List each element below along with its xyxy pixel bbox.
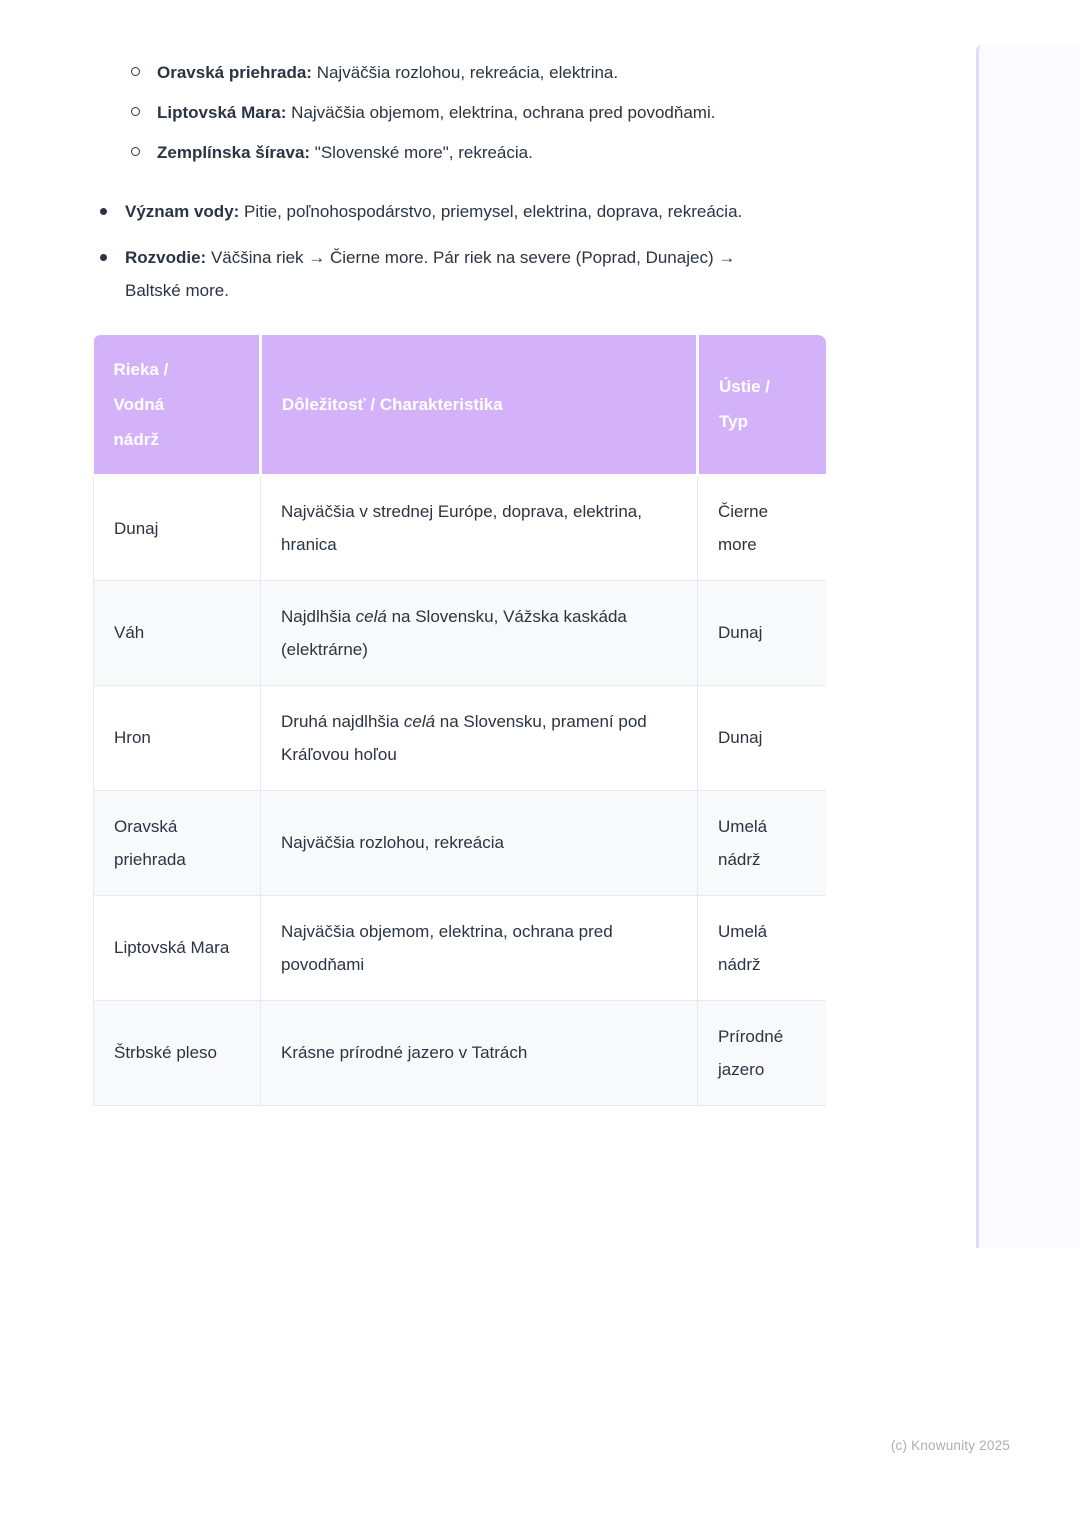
bullet-item: Rozvodie: Väčšina riek → Čierne more. Pár riek na severe (Poprad, Dunajec) → Baltské more.	[93, 241, 785, 307]
column-header-label: Dôležitosť / Charakteristika	[282, 394, 503, 414]
table-row	[94, 475, 827, 580]
table-row	[94, 895, 827, 1000]
river-name-cell: Dunaj	[94, 475, 261, 580]
estuary-type-cell: Dunaj	[698, 685, 827, 790]
sub-bullet-list	[93, 56, 838, 169]
description-cell: Krásne prírodné jazero v Tatrách	[261, 1000, 698, 1105]
river-name-cell: Váh	[94, 580, 261, 685]
description-cell: Najdlhšia celá na Slovensku, Vážska kaskáda (elektrárne)	[261, 580, 698, 685]
column-header-label: Rieka / Vodná nádrž	[113, 359, 169, 449]
river-name-cell: Štrbské pleso	[94, 1000, 261, 1105]
estuary-type-cell: Umelá nádrž	[698, 895, 827, 1000]
bullet-label: Zemplínska šírava:	[157, 143, 311, 162]
table-row	[94, 685, 827, 790]
bullet-label: Liptovská Mara:	[157, 103, 287, 122]
italic-text: celá	[355, 606, 387, 626]
bullet-label: Oravská priehrada:	[157, 63, 312, 82]
description-cell: Najväčšia objemom, elektrina, ochrana pred povodňami	[261, 895, 698, 1000]
table-header-row	[94, 335, 827, 475]
estuary-type-cell: Dunaj	[698, 580, 827, 685]
river-name-cell: Liptovská Mara	[94, 895, 261, 1000]
estuary-type-cell: Čierne more	[698, 475, 827, 580]
column-header-estuary	[698, 335, 827, 475]
table-row	[94, 580, 827, 685]
column-header-importance	[261, 335, 698, 475]
rivers-table	[93, 335, 826, 1106]
table-row	[94, 1000, 827, 1105]
bullet-label: Význam vody:	[125, 202, 240, 221]
bullet-item: Zemplínska šírava: "Slovenské more", rekreácia.	[93, 136, 757, 169]
description-cell: Najväčšia rozlohou, rekreácia	[261, 790, 698, 895]
copyright-footer: (c) Knowunity 2025	[890, 1438, 1010, 1453]
river-name-cell: Oravská priehrada	[94, 790, 261, 895]
italic-text: celá	[403, 711, 436, 731]
rivers-table-wrap	[93, 335, 826, 1106]
estuary-type-cell: Prírodné jazero	[698, 1000, 827, 1105]
description-cell: Druhá najdlhšia celá na Slovensku, pramení pod Kráľovou hoľou	[261, 685, 698, 790]
document-content	[93, 56, 838, 1106]
table-row	[94, 790, 827, 895]
bullet-item: Význam vody: Pitie, poľnohospodárstvo, priemysel, elektrina, doprava, rekreácia.	[93, 195, 785, 228]
river-name-cell: Hron	[94, 685, 261, 790]
bullet-item: Liptovská Mara: Najväčšia objemom, elektrina, ochrana pred povodňami.	[93, 96, 757, 129]
column-header-label: Ústie / Typ	[719, 377, 771, 432]
column-header-river	[94, 335, 261, 475]
bullet-item: Oravská priehrada: Najväčšia rozlohou, rekreácia, elektrina.	[93, 56, 757, 89]
adjacent-page-edge	[976, 45, 1080, 1248]
bullet-label: Rozvodie:	[125, 248, 207, 267]
main-bullet-list	[93, 195, 838, 307]
description-cell: Najväčšia v strednej Európe, doprava, elektrina, hranica	[261, 475, 698, 580]
estuary-type-cell: Umelá nádrž	[698, 790, 827, 895]
